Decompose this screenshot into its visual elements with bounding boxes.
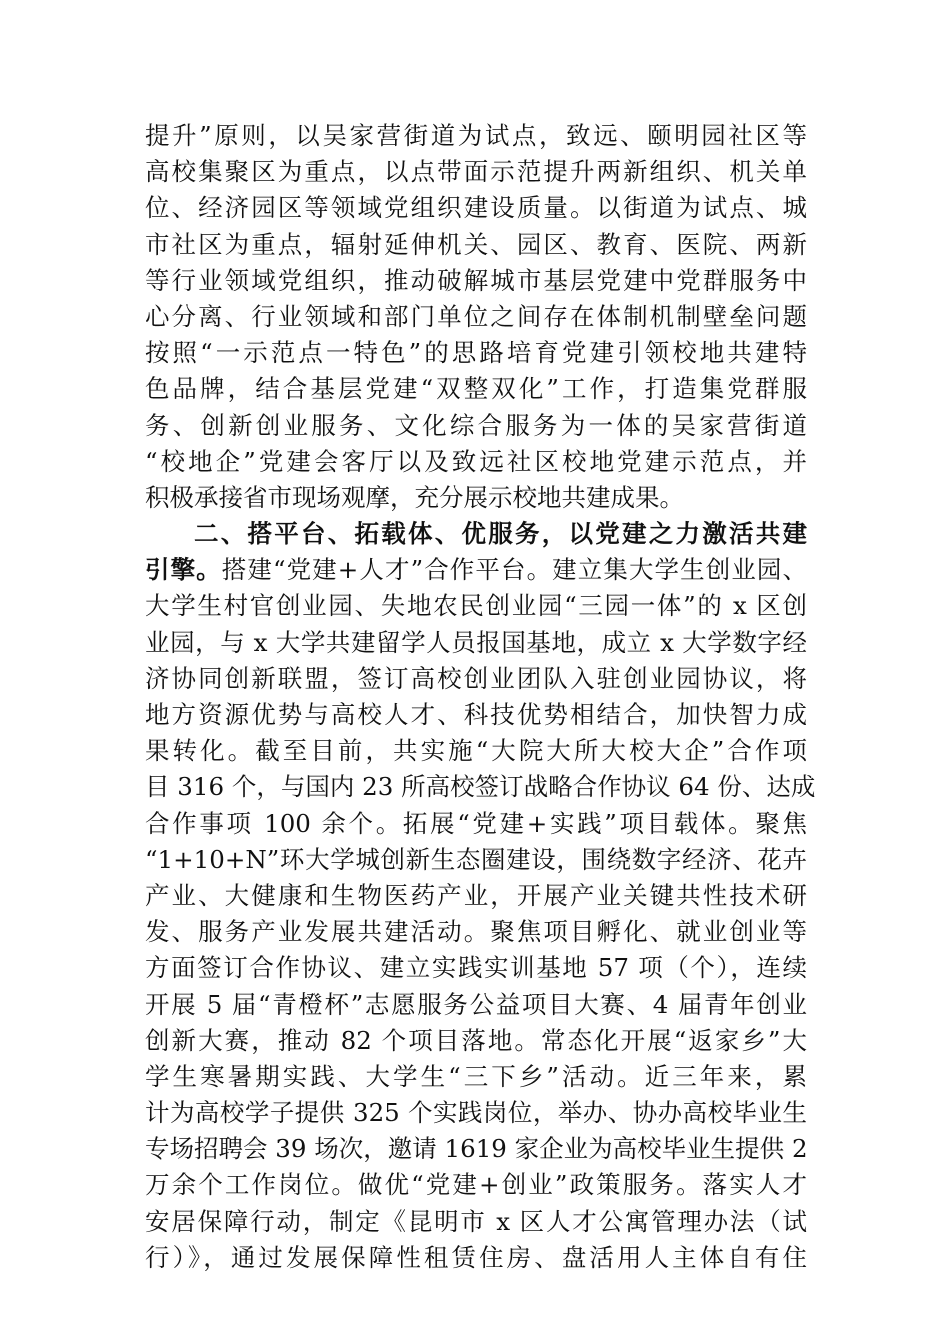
- text-line: 专场招聘会 39 场次，邀请 1619 家企业为高校毕业生提供 2: [145, 1134, 808, 1164]
- text-line: 开展 5 届“青橙杯”志愿服务公益项目大赛、4 届青年创业: [145, 989, 807, 1019]
- text-line: 创新大赛，推动 82 个项目落地。常态化开展“返家乡”大: [145, 1025, 807, 1055]
- text-line: 学生寒暑期实践、大学生“三下乡”活动。近三年来，累: [145, 1061, 807, 1091]
- section-heading: 二、搭平台、拓载体、优服务，以党建之力激活共建: [194, 519, 807, 549]
- text-line: 合作事项 100 余个。拓展“党建+实践”项目载体。聚焦: [145, 808, 807, 838]
- text-line: 等行业领域党组织，推动破解城市基层党建中党群服务中: [145, 265, 807, 295]
- text-line: 行）》，通过发展保障性租赁住房、盘活用人主体自有住: [145, 1242, 807, 1272]
- text-line: 产业、大健康和生物医药产业，开展产业关键共性技术研: [145, 880, 807, 910]
- text-line: 发、服务产业发展共建活动。聚焦项目孵化、就业创业等: [145, 917, 807, 947]
- text-line: 济协同创新联盟，签订高校创业团队入驻创业园协议，将: [145, 663, 807, 693]
- section-heading-end: 引擎。: [145, 555, 222, 585]
- text-line: 务、创新创业服务、文化综合服务为一体的吴家营街道: [145, 410, 807, 440]
- text-line: “校地企”党建会客厅以及致远社区校地党建示范点，并: [145, 446, 807, 476]
- text-line: 果转化。截至目前，共实施“大院大所大校大企”合作项: [145, 736, 807, 766]
- text-line: 积极承接省市现场观摩，充分展示校地共建成果。: [145, 482, 684, 512]
- text-line: 提升”原则，以吴家营街道为试点，致远、颐明园社区等: [145, 121, 807, 150]
- text-line: 按照“一示范点一特色”的思路培育党建引领校地共建特: [145, 338, 807, 368]
- heading-continuation-line: [145, 552, 807, 588]
- text-line: 心分离、行业领域和部门单位之间存在体制机制壁垒问题: [145, 301, 807, 331]
- text-line: 安居保障行动，制定《昆明市 x 区人才公寓管理办法（试: [145, 1206, 807, 1236]
- text-line: 业园，与 x 大学共建留学人员报国基地，成立 x 大学数字经: [145, 627, 807, 657]
- text-line: 色品牌，结合基层党建“双整双化”工作，打造集党群服: [145, 374, 807, 404]
- text-line: 高校集聚区为重点，以点带面示范提升两新组织、机关单: [145, 157, 807, 187]
- text-span: 搭建“党建+人才”合作平台。建立集大学生创业园、: [221, 555, 808, 585]
- text-line: 市社区为重点，辐射延伸机关、园区、教育、医院、两新: [145, 229, 807, 259]
- text-line: 目 316 个，与国内 23 所高校签订战略合作协议 64 份、达成: [145, 772, 816, 802]
- text-line: 大学生村官创业园、失地农民创业园“三园一体”的 x 区创: [145, 591, 807, 621]
- text-line: 万余个工作岗位。做优“党建+创业”政策服务。落实人才: [145, 1170, 807, 1200]
- text-line: 计为高校学子提供 325 个实践岗位，举办、协办高校毕业生: [145, 1098, 807, 1128]
- text-line: 位、经济园区等领域党组织建设质量。以街道为试点、城: [145, 193, 807, 223]
- text-line: “1+10+N”环大学城创新生态圈建设，围绕数字经济、花卉: [145, 844, 807, 874]
- text-line: 方面签订合作协议、建立实践实训基地 57 项（个），连续: [145, 953, 807, 983]
- text-line: 地方资源优势与高校人才、科技优势相结合，加快智力成: [145, 700, 807, 729]
- body-text: [145, 118, 816, 1276]
